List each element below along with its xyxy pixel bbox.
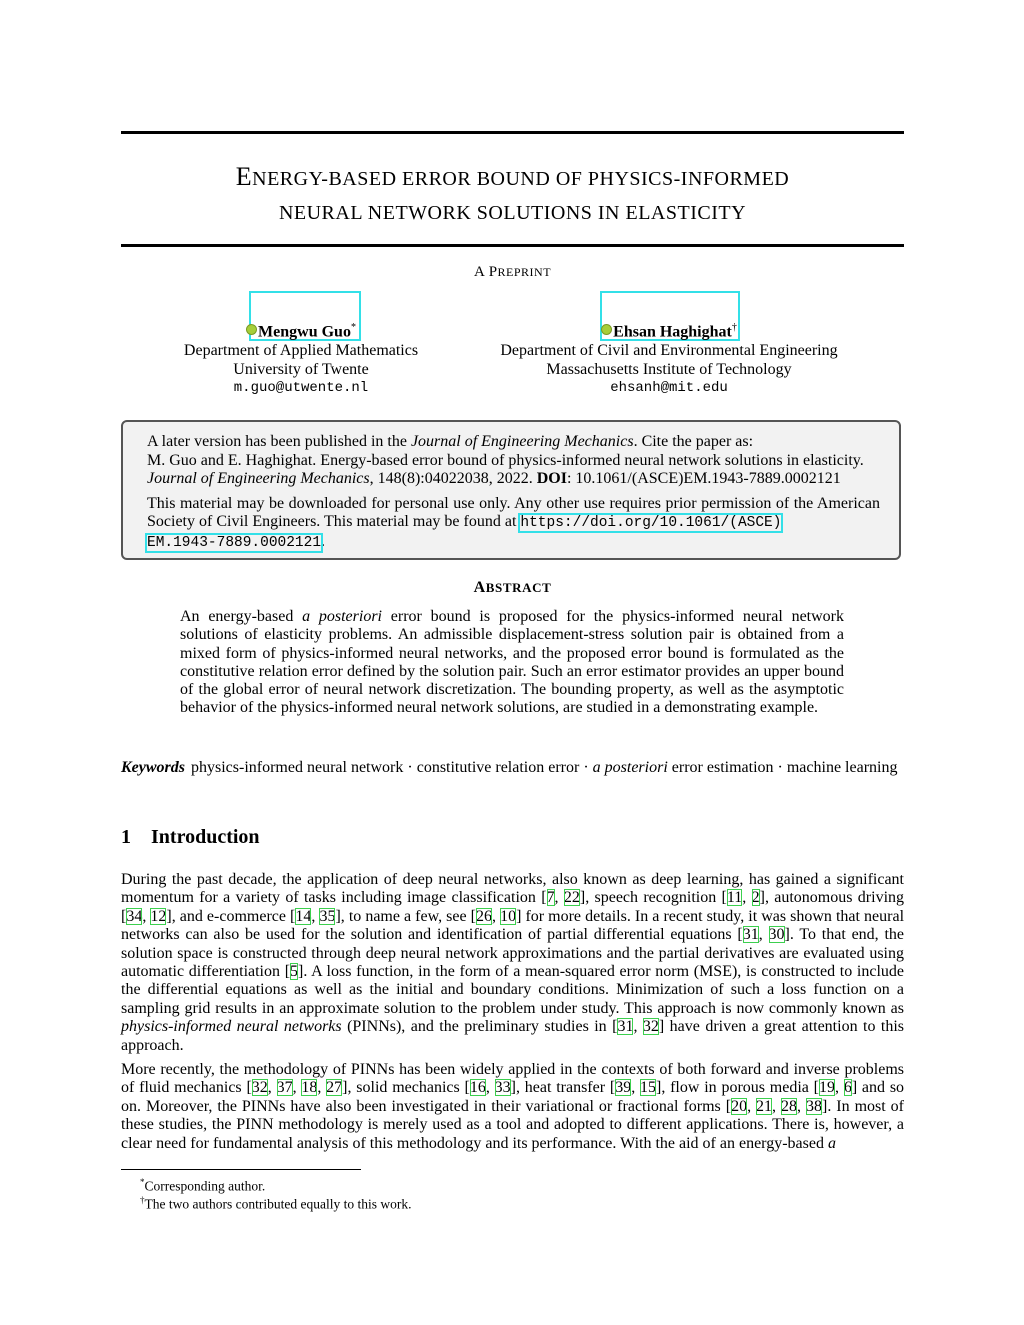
title-bottom-rule: [121, 244, 904, 247]
title-top-rule: [121, 131, 904, 134]
abstract-text: An energy-based a posteriori error bound is proposed for the physics-informed neural network solutions of elasticity problems. An admissible displacement-stress solution pair is obtained from a mixed form of physics-informed neural networks, and the proposed error bound is formulated as the constitutive relation error defined by the solution pair. Such an error estimator provides an upper bound of the global error of neural network discretization. The bounding property, as well as the asymptotic behavior of the physics-informed neural network solutions, are studied in a demonstrating example.: [180, 608, 845, 717]
citation-link[interactable]: 21: [756, 1097, 773, 1115]
paragraph-text: ,: [633, 1018, 643, 1036]
citation-link[interactable]: 10: [500, 907, 517, 925]
orcid-icon[interactable]: [601, 324, 612, 335]
paragraph-text: ,: [311, 907, 320, 925]
paragraph-text: ], autonomous driving [: [121, 889, 905, 925]
citation-link[interactable]: 2: [751, 889, 760, 907]
paragraph-text: ] have driven a great attention to this approach.: [121, 1018, 905, 1054]
citation-link[interactable]: 35: [319, 907, 336, 925]
citation-link[interactable]: 33: [494, 1079, 511, 1097]
paragraph-text: ] for more details. In a recent study, it was shown that neural networks can also be used for the solution and identification of partial differential equations [: [121, 907, 905, 944]
footnote-1: *Corresponding author.: [140, 1177, 266, 1194]
author-2-dept: Department of Civil and Environmental Engineering: [500, 342, 838, 360]
section-heading: 1 Introduction: [121, 826, 260, 848]
paragraph-text: ,: [797, 1097, 806, 1115]
paragraph-text: ], heat transfer [: [510, 1079, 616, 1097]
author-1-name[interactable]: Mengwu Guo: [258, 323, 351, 341]
paragraph-text: ], and e-commerce [: [166, 907, 296, 925]
citation-link[interactable]: 22: [563, 889, 580, 907]
intro-paragraph-1: [121, 871, 904, 1055]
paragraph-text: ]. In most of these studies, the PINN methodology is merely used as a tool and adopted to different applications. There is, however, a clear need for fundamental analysis of this methodology and its performance. With the aid of an energy-based: [121, 1097, 904, 1152]
notice-citation: A later version has been published in the Journal of Engineering Mechanics. Cite the paper as: M. Guo and E. Haghighat. Energy-based error bound of physics-informed neural network solutions in elasticity. Journal of Engineering Mechanics, 148(8):04022038, 2022. DOI: 10.1061/(ASCE)EM.1943-7889.0002121: [147, 433, 864, 487]
author-1-dept: Department of Applied Mathematics: [183, 342, 419, 360]
paragraph-text: (PINNs), and the preliminary studies in [: [341, 1018, 618, 1036]
author-1-inst: University of Twente: [233, 361, 369, 379]
citation-link[interactable]: 31: [617, 1018, 634, 1036]
paragraph-text: ], flow in porous media [: [655, 1079, 820, 1097]
intro-paragraph-2: [121, 1061, 904, 1153]
paragraph-text: ]. A loss function, in the form of a mean-squared error norm (MSE), is constructed to include the differential equations as well as the initial and boundary conditions. Minimization of such a loss function on a sampling grid results in an approximate solution to the problem under study. This approach is now commonly known as: [121, 963, 905, 1017]
author-2-name[interactable]: Ehsan Haghighat: [613, 323, 732, 341]
citation-link[interactable]: 32: [642, 1018, 659, 1036]
footnote-2: †The two authors contributed equally to this work.: [140, 1195, 412, 1212]
paragraph-text: ,: [835, 1079, 844, 1097]
paragraph-text: ,: [554, 889, 564, 907]
abstract-heading: ABSTRACT: [473, 579, 552, 596]
paragraph-text: ,: [142, 907, 151, 925]
paragraph-text: More recently, the methodology of PINNs has been widely applied in the contexts of both forward and inverse problems of fluid mechanics [: [121, 1061, 904, 1097]
citation-link[interactable]: 14: [295, 907, 312, 925]
citation-link[interactable]: 15: [639, 1079, 656, 1097]
publication-notice-box: [121, 420, 901, 560]
author-2-inst: Massachusetts Institute of Technology: [546, 361, 792, 379]
doi-link-continued[interactable]: EM.1943-7889.0002121: [147, 534, 322, 551]
paragraph-text: ], speech recognition [: [579, 889, 727, 907]
citation-link[interactable]: 11: [726, 889, 743, 907]
citation-link[interactable]: 26: [476, 907, 492, 925]
paragraph-text: physics-informed neural networks: [121, 1018, 342, 1036]
paragraph-text: ,: [631, 1079, 640, 1097]
paragraph-text: ,: [485, 1079, 495, 1097]
paragraph-text: ,: [492, 907, 501, 925]
doi-link[interactable]: https://doi.org/10.1061/(ASCE): [520, 515, 782, 531]
citation-link[interactable]: 34: [126, 907, 143, 925]
paragraph-text: ]. To that end, the solution space is constructed through deep neural network approximations and the partial derivatives are evaluated using automatic differentiation [: [121, 926, 904, 981]
citation-link[interactable]: 7: [546, 889, 555, 907]
title-line-1: ENERGY-BASED ERROR BOUND OF PHYSICS-INFORMED: [235, 162, 790, 191]
citation-link[interactable]: 39: [615, 1079, 632, 1097]
citation-link[interactable]: 19: [819, 1079, 836, 1097]
notice-permission: This material may be downloaded for personal use only. Any other use requires prior permission of the American Society of Civil Engineers. This material may be found at https://doi.org/10.1061/(ASCE) EM.1943-7889.0002121.: [147, 494, 880, 551]
orcid-icon[interactable]: [246, 324, 257, 335]
paragraph-text: ,: [742, 889, 752, 907]
paragraph-text: ,: [772, 1097, 782, 1115]
citation-link[interactable]: 37: [276, 1079, 293, 1097]
author-1-email[interactable]: m.guo@utwente.nl: [233, 380, 369, 397]
citation-link[interactable]: 30: [768, 926, 785, 944]
paragraph-text: ,: [267, 1079, 277, 1097]
author-2: Ehsan Haghighat† Department of Civil and Environmental Engineering Massachusetts Institute of Technology ehsanh@mit.edu: [480, 318, 858, 398]
citation-link[interactable]: 12: [150, 907, 167, 925]
paper-title: [121, 160, 904, 230]
author-1: Mengwu Guo* Department of Applied Mathematics University of Twente m.guo@utwente.nl: [150, 318, 452, 398]
paragraph-text: ] and so on. Moreover, the PINNs have also been investigated in their variational or fractional forms [: [121, 1079, 905, 1115]
paragraph-text: ,: [747, 1097, 757, 1115]
paragraph-text: ,: [758, 926, 769, 944]
paragraph-text: ,: [317, 1079, 327, 1097]
citation-link[interactable]: 31: [742, 926, 759, 944]
paragraph-text: ], to name a few, see [: [335, 907, 476, 925]
footnote-rule: [121, 1169, 361, 1170]
author-2-email[interactable]: ehsanh@mit.edu: [610, 380, 728, 397]
citation-link[interactable]: 28: [781, 1097, 798, 1115]
citation-link[interactable]: 6: [843, 1079, 852, 1097]
title-line-2: NEURAL NETWORK SOLUTIONS IN ELASTICITY: [278, 202, 747, 224]
citation-link[interactable]: 27: [326, 1079, 343, 1097]
paragraph-text: a: [827, 1134, 836, 1152]
paragraph-text: During the past decade, the application of deep neural networks, also known as deep learning, has gained a significant momentum for a variety of tasks including image classification [: [121, 871, 904, 907]
paragraph-text: ], solid mechanics [: [342, 1079, 470, 1097]
citation-link[interactable]: 5: [290, 963, 299, 981]
preprint-label: A PREPRINT: [473, 264, 552, 280]
citation-link[interactable]: 18: [301, 1079, 318, 1097]
paragraph-text: ,: [292, 1079, 302, 1097]
citation-link[interactable]: 38: [805, 1097, 822, 1115]
citation-link[interactable]: 20: [731, 1097, 748, 1115]
citation-link[interactable]: 16: [469, 1079, 486, 1097]
citation-link[interactable]: 32: [251, 1079, 268, 1097]
keywords: Keywords physics-informed neural network · constitutive relation error · a posteriori error estimation · machine learning: [121, 759, 898, 776]
